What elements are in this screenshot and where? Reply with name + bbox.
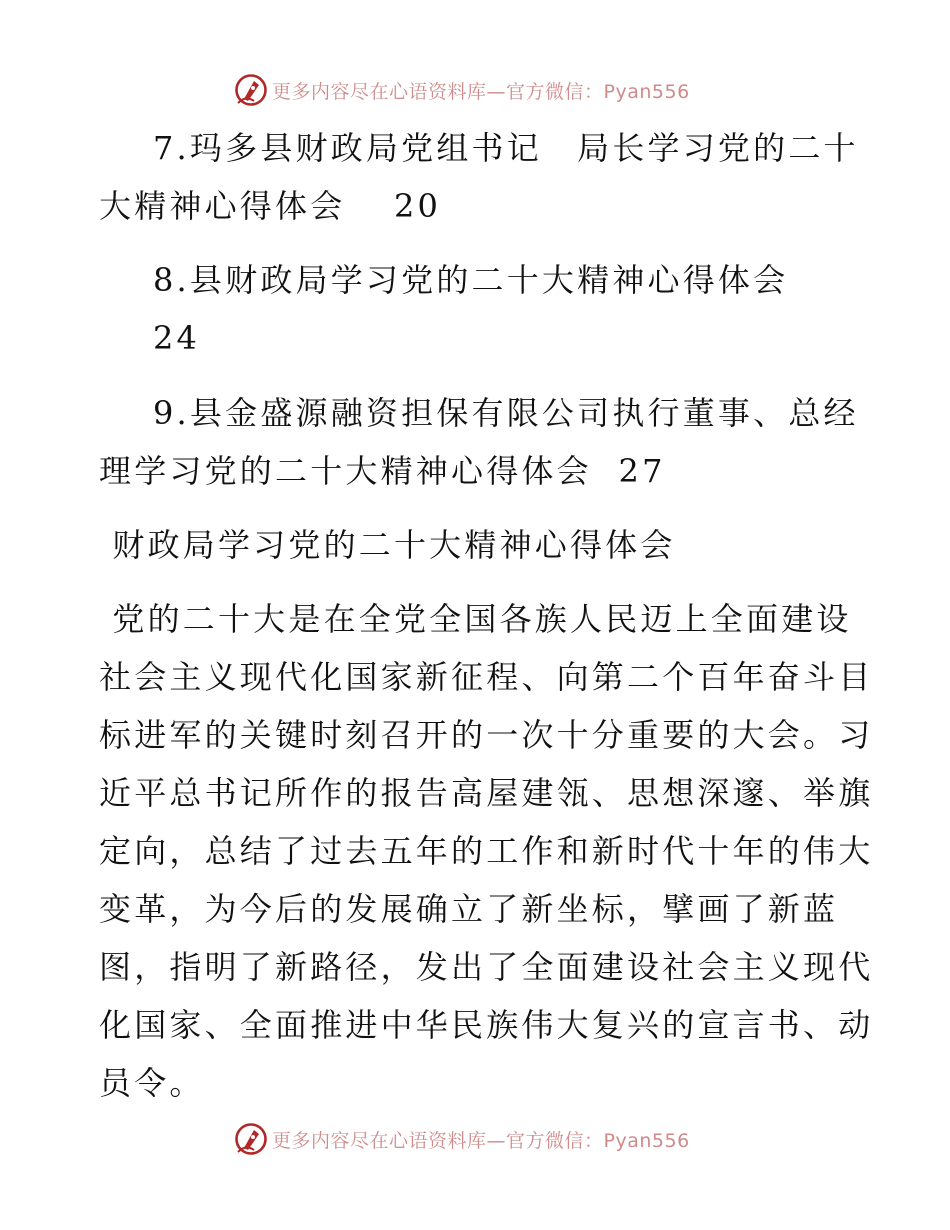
toc-line-7a: 7.玛多县财政局党组书记 局长学习党的二十	[153, 129, 859, 167]
pen-nib-circle-icon	[234, 1122, 268, 1156]
toc-line-9b: 理学习党的二十大精神心得体会 27	[99, 452, 666, 490]
toc-line-7b: 大精神心得体会 20	[99, 187, 442, 225]
toc-line-8b: 24	[153, 319, 201, 357]
header-watermark-text: 更多内容尽在心语资料库—官方微信：Pyan556	[272, 80, 690, 103]
body-line: 标进军的关键时刻召开的一次十分重要的大会。习	[99, 716, 874, 754]
header-watermark	[234, 73, 690, 107]
toc-line-9a: 9.县金盛源融资担保有限公司执行董事、总经	[153, 394, 859, 432]
toc-line-8a: 8.县财政局学习党的二十大精神心得体会	[153, 261, 789, 299]
footer-watermark	[234, 1122, 690, 1156]
section-title: 财政局学习党的二十大精神心得体会	[99, 526, 676, 564]
body-line: 近平总书记所作的报告高屋建瓴、思想深邃、举旗	[99, 774, 874, 812]
body-line: 变革，为今后的发展确立了新坐标，擘画了新蓝	[99, 890, 839, 928]
body-line: 图，指明了新路径，发出了全面建设社会主义现代	[99, 948, 874, 986]
body-line: 党的二十大是在全党全国各族人民迈上全面建设	[99, 600, 852, 638]
body-line: 化国家、全面推进中华民族伟大复兴的宣言书、动	[99, 1006, 874, 1044]
footer-watermark-text: 更多内容尽在心语资料库—官方微信：Pyan556	[272, 1129, 690, 1152]
pen-nib-circle-icon	[234, 73, 268, 107]
body-line: 定向，总结了过去五年的工作和新时代十年的伟大	[99, 832, 874, 870]
body-line: 员令。	[99, 1064, 205, 1102]
body-line: 社会主义现代化国家新征程、向第二个百年奋斗目	[99, 658, 874, 696]
